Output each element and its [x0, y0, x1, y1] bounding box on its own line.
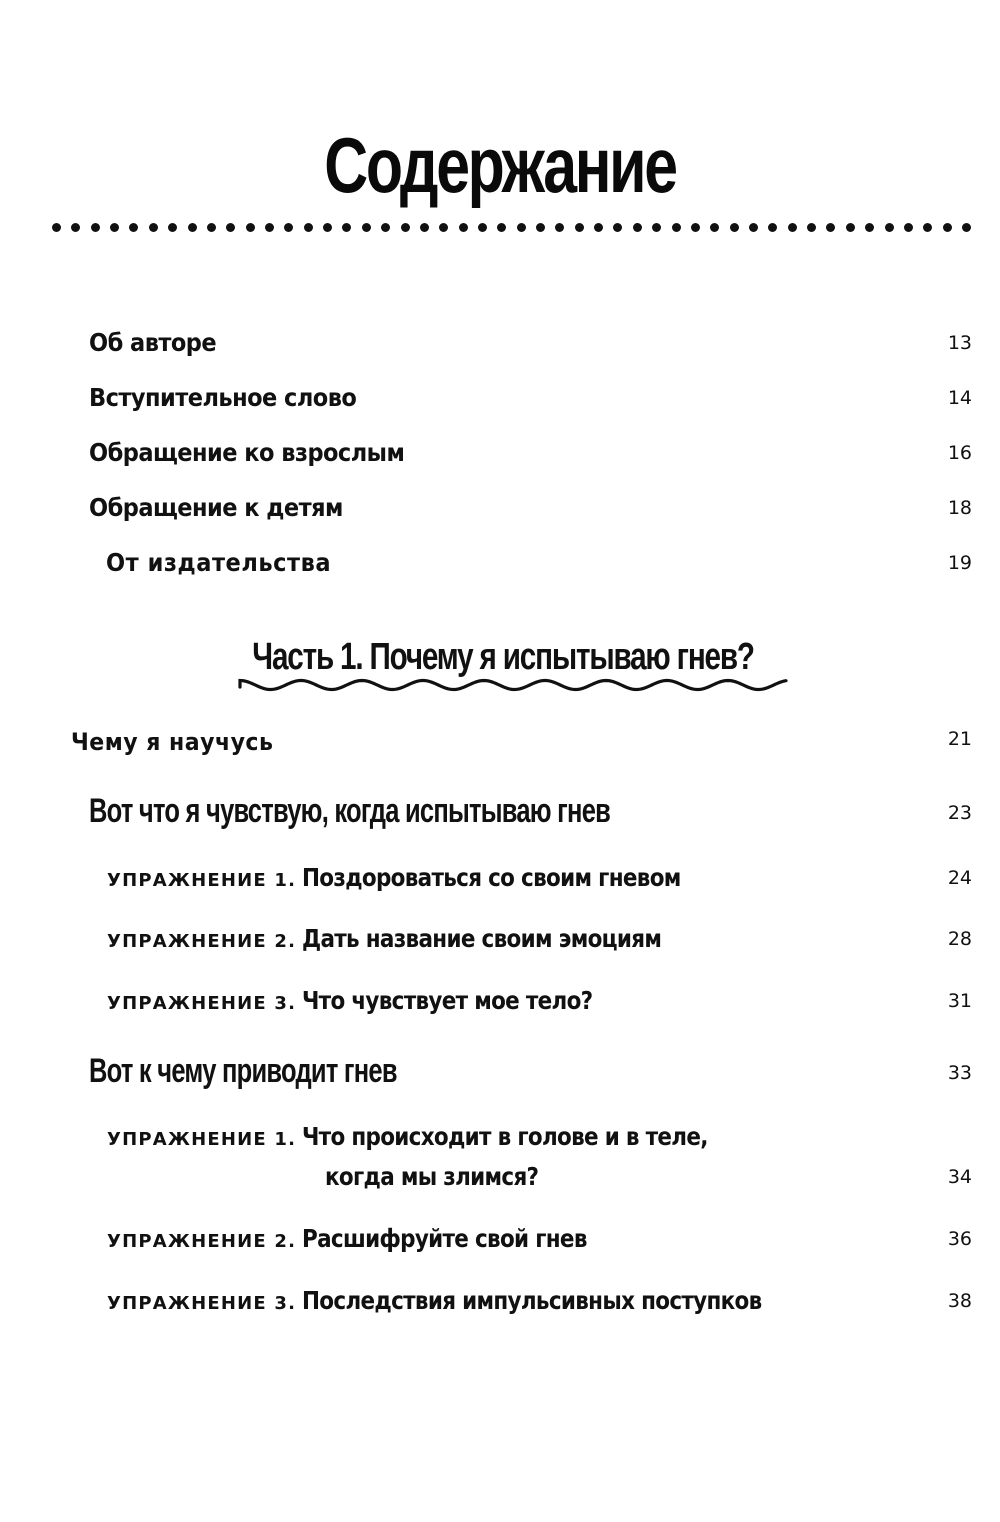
toc-exercise[interactable] — [0, 924, 1000, 964]
toc-page-number: 19 — [947, 552, 972, 574]
toc-page-number: 24 — [947, 867, 972, 889]
toc-page-number: 21 — [947, 728, 972, 750]
toc-chapter-anger-leads[interactable] — [0, 1052, 1000, 1092]
exercise-title-continued: когда мы злимся? — [325, 1162, 539, 1191]
divider-dot — [381, 223, 390, 232]
toc-exercise[interactable] — [0, 1122, 1000, 1202]
toc-page-number: 18 — [947, 497, 972, 519]
divider-dot — [323, 223, 332, 232]
divider-dot — [962, 223, 971, 232]
divider-dot — [478, 223, 487, 232]
exercise-tag: УПРАЖНЕНИЕ 3. — [107, 993, 297, 1014]
toc-exercise[interactable] — [0, 986, 1000, 1026]
exercise-title: Последствия импульсивных поступков — [301, 1286, 762, 1315]
divider-dot — [846, 223, 855, 232]
divider-dot — [71, 223, 80, 232]
toc-entry-label: Вступительное слово — [89, 383, 357, 412]
divider-dot — [362, 223, 371, 232]
exercise-tag: УПРАЖНЕНИЕ 3. — [107, 1293, 297, 1314]
divider-dot — [943, 223, 952, 232]
toc-entry-label: Чему я научусь — [71, 728, 274, 756]
divider-dot — [633, 223, 642, 232]
divider-dot — [536, 223, 545, 232]
divider-dot — [652, 223, 661, 232]
divider-dot — [129, 223, 138, 232]
divider-dot — [188, 223, 197, 232]
toc-exercise[interactable] — [0, 1286, 1000, 1326]
divider-dot — [304, 223, 313, 232]
toc-entry-from-publisher[interactable] — [0, 548, 1000, 588]
exercise-title: Поздороваться со своим гневом — [301, 863, 681, 892]
toc-entry-label: Обращение ко взрослым — [89, 438, 405, 467]
toc-page-number: 31 — [947, 990, 972, 1012]
toc-page-number: 28 — [947, 928, 972, 950]
toc-entry-label: Обращение к детям — [89, 493, 343, 522]
toc-page-number: 16 — [947, 442, 972, 464]
toc-entry-about-author[interactable] — [0, 328, 1000, 368]
divider-dot — [807, 223, 816, 232]
wavy-underline — [238, 676, 790, 694]
divider-dot — [110, 223, 119, 232]
toc-entry-label: Об авторе — [89, 328, 217, 357]
toc-entry-what-i-learn[interactable] — [0, 728, 1000, 768]
divider-dot — [904, 223, 913, 232]
divider-dot — [575, 223, 584, 232]
toc-page-number: 34 — [947, 1166, 972, 1188]
divider-dot — [284, 223, 293, 232]
toc-page-number: 14 — [947, 387, 972, 409]
exercise-title: Дать название своим эмоциям — [301, 924, 661, 953]
exercise-title: Расшифруйте свой гнев — [301, 1224, 587, 1253]
exercise-tag: УПРАЖНЕНИЕ 2. — [107, 931, 297, 952]
chapter-title: Вот что я чувствую, когда испытываю гнев — [89, 792, 611, 830]
divider-dot — [149, 223, 158, 232]
toc-page-number: 33 — [947, 1062, 972, 1084]
toc-entry-to-adults[interactable] — [0, 438, 1000, 478]
exercise-title: Что происходит в голове и в теле, — [301, 1122, 708, 1151]
toc-page-number: 23 — [947, 802, 972, 824]
divider-dot — [555, 223, 564, 232]
toc-entry-label: От издательства — [106, 548, 332, 577]
toc-page-number: 38 — [947, 1290, 972, 1312]
divider-dot — [459, 223, 468, 232]
exercise-tag: УПРАЖНЕНИЕ 2. — [107, 1231, 297, 1252]
divider-dot — [52, 223, 61, 232]
toc-chapter-feel-anger[interactable] — [0, 792, 1000, 832]
toc-page-number: 36 — [947, 1228, 972, 1250]
divider-dot — [401, 223, 410, 232]
divider-dot — [710, 223, 719, 232]
divider-dot — [691, 223, 700, 232]
divider-dot — [497, 223, 506, 232]
divider-dot — [168, 223, 177, 232]
divider-dot — [885, 223, 894, 232]
divider-dot — [672, 223, 681, 232]
divider-dot — [342, 223, 351, 232]
divider-dot — [788, 223, 797, 232]
divider-dot — [420, 223, 429, 232]
divider-dot — [439, 223, 448, 232]
divider-dot — [865, 223, 874, 232]
divider-dot — [246, 223, 255, 232]
exercise-tag: УПРАЖНЕНИЕ 1. — [107, 1129, 297, 1150]
toc-exercise[interactable] — [0, 863, 1000, 903]
divider-dot — [826, 223, 835, 232]
toc-entry-foreword[interactable] — [0, 383, 1000, 423]
page-title: Содержание — [324, 121, 676, 210]
divider-dot — [517, 223, 526, 232]
divider-dot — [923, 223, 932, 232]
part-title[interactable]: Часть 1. Почему я испытываю гнев? — [252, 636, 754, 678]
divider-dot — [91, 223, 100, 232]
exercise-title: Что чувствует мое тело? — [301, 986, 593, 1015]
divider-dot — [594, 223, 603, 232]
divider-dot — [749, 223, 758, 232]
chapter-title: Вот к чему приводит гнев — [89, 1052, 397, 1090]
toc-exercise[interactable] — [0, 1224, 1000, 1264]
divider-dot — [226, 223, 235, 232]
divider-dot — [768, 223, 777, 232]
divider-dot — [265, 223, 274, 232]
divider-dot — [613, 223, 622, 232]
dotted-divider — [52, 220, 972, 236]
divider-dot — [207, 223, 216, 232]
toc-entry-to-children[interactable] — [0, 493, 1000, 533]
toc-page-number: 13 — [947, 332, 972, 354]
exercise-tag: УПРАЖНЕНИЕ 1. — [107, 870, 297, 891]
divider-dot — [730, 223, 739, 232]
